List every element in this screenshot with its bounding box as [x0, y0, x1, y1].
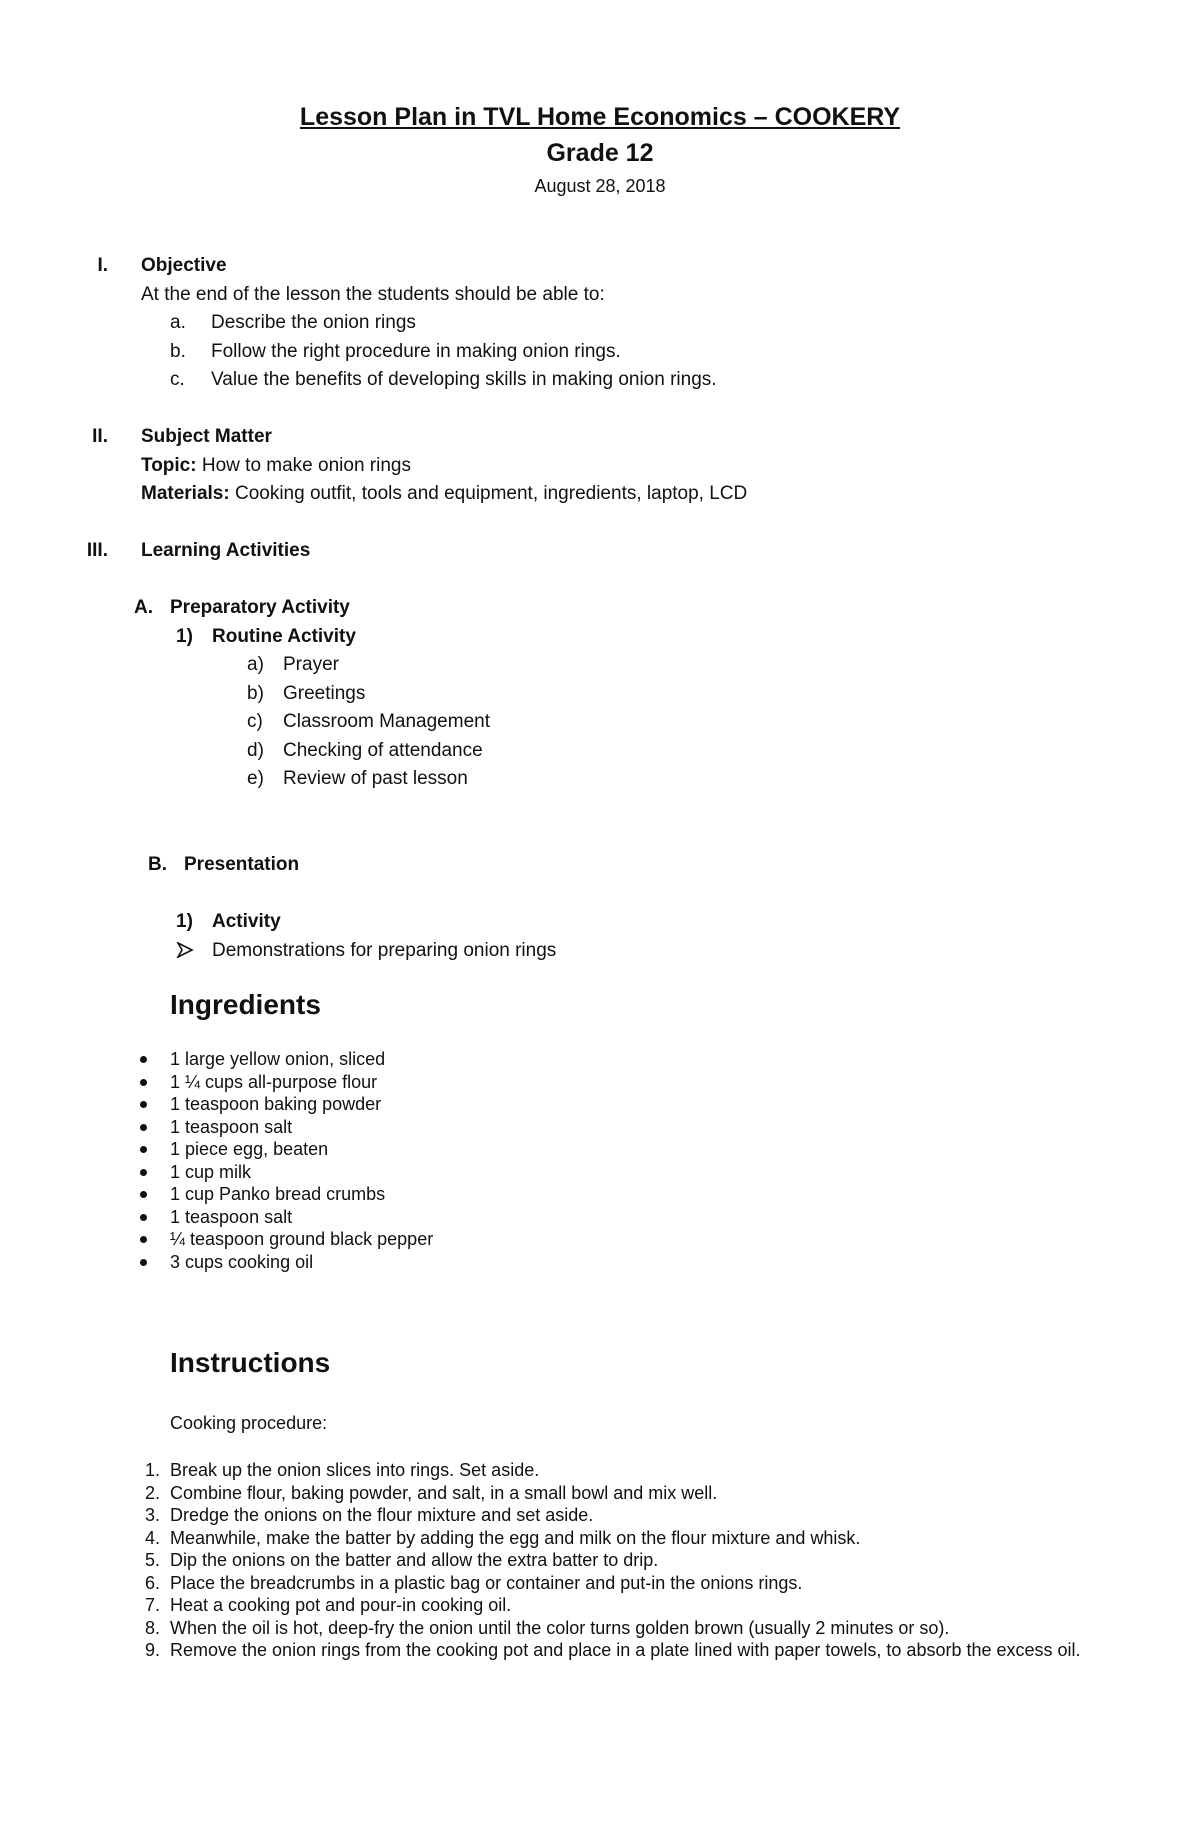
routine-marker-d: d) [247, 740, 264, 761]
materials-value: Cooking outfit, tools and equipment, ingredients, laptop, LCD [229, 483, 748, 504]
demonstration-item: Demonstrations for preparing onion rings [212, 940, 557, 961]
list-item: 1. Break up the onion slices into rings. Set aside. [170, 1459, 1090, 1482]
routine-marker-c: c) [247, 711, 263, 732]
procedure-subheading: Cooking procedure: [170, 1413, 328, 1433]
step-number: 8. [144, 1617, 160, 1638]
list-item: 9. Remove the onion rings from the cooking pot and place in a plate lined with paper towels, to absorb the excess oil. [170, 1639, 1090, 1662]
list-item: 1 cup milk [170, 1161, 433, 1184]
step-number: 3. [144, 1505, 160, 1525]
document-header [0, 100, 1200, 200]
list-item: 2. Combine flour, baking powder, and salt, in a small bowl and mix well. [170, 1482, 1090, 1505]
list-item: 6. Place the breadcrumbs in a plastic bag or container and put-in the onions rings. [170, 1572, 1090, 1595]
list-item: 3. Dredge the onions on the flour mixture and set aside. [170, 1504, 1090, 1527]
routine-item-prayer: Prayer [283, 654, 339, 675]
step-number: 9. [144, 1640, 160, 1660]
bullet-icon [140, 1056, 147, 1063]
step-number: 5. [144, 1550, 160, 1570]
step-number: 6. [144, 1572, 160, 1593]
grade-level: Grade 12 [546, 139, 654, 167]
ingredients-list [170, 1048, 433, 1273]
bullet-icon [140, 1124, 147, 1131]
section-3-numeral: III. [86, 540, 108, 561]
section-3-heading: Learning Activities [141, 540, 311, 561]
list-item: 1 teaspoon salt [170, 1116, 433, 1139]
arrow-bullet-icon [176, 942, 194, 958]
bullet-icon [140, 1214, 147, 1221]
bullet-icon [140, 1146, 147, 1153]
part-b-heading: Presentation [184, 854, 300, 875]
arrow-bullet [176, 937, 194, 966]
objective-item-c: Value the benefits of developing skills in making onion rings. [211, 369, 717, 390]
step-number: 1. [144, 1460, 160, 1480]
topic-label: Topic: [141, 455, 197, 476]
objective-marker-b: b. [170, 341, 186, 362]
routine-item-greetings: Greetings [283, 683, 366, 704]
objective-item-b: Follow the right procedure in making onion rings. [211, 341, 621, 362]
step-number: 2. [144, 1482, 160, 1503]
topic-line [141, 452, 411, 481]
objective-intro: At the end of the lesson the students should be able to: [141, 284, 605, 305]
materials-label: Materials: [141, 483, 230, 504]
bullet-icon [140, 1079, 147, 1086]
list-item: 1 cup Panko bread crumbs [170, 1183, 433, 1206]
routine-item-attendance: Checking of attendance [283, 740, 483, 761]
bullet-icon [140, 1191, 147, 1198]
activity-marker: 1) [176, 911, 193, 932]
materials-line [141, 480, 747, 509]
list-item: 1 piece egg, beaten [170, 1138, 433, 1161]
routine-marker-b: b) [247, 683, 264, 704]
part-a-marker: A. [134, 597, 153, 618]
activity-heading: Activity [212, 911, 281, 932]
document-title: Lesson Plan in TVL Home Economics – COOKERY [299, 103, 901, 131]
list-item: 8. When the oil is hot, deep-fry the onion until the color turns golden brown (usually 2 minutes or so). [170, 1617, 1090, 1640]
section-2-heading: Subject Matter [141, 426, 272, 447]
bullet-icon [140, 1236, 147, 1243]
bullet-icon [140, 1169, 147, 1176]
list-item: 7. Heat a cooking pot and pour-in cooking oil. [170, 1594, 1090, 1617]
part-b-marker: B. [148, 854, 167, 875]
objective-item-a: Describe the onion rings [211, 312, 416, 333]
routine-marker-e: e) [247, 768, 264, 789]
routine-item-review: Review of past lesson [283, 768, 468, 789]
list-item: 3 cups cooking oil [170, 1251, 433, 1274]
list-item: 1 large yellow onion, sliced [170, 1048, 433, 1071]
list-item: 1 ¼ cups all-purpose flour [170, 1071, 433, 1094]
routine-item-classroom: Classroom Management [283, 711, 490, 732]
bullet-icon [140, 1101, 147, 1108]
section-1-numeral: I. [97, 255, 108, 276]
ingredients-heading: Ingredients [170, 989, 321, 1020]
list-item: 1 teaspoon salt [170, 1206, 433, 1229]
section-1-heading: Objective [141, 255, 227, 276]
list-item: 4. Meanwhile, make the batter by adding the egg and milk on the flour mixture and whisk. [170, 1527, 1090, 1550]
routine-marker: 1) [176, 626, 193, 647]
list-item: 5. Dip the onions on the batter and allow the extra batter to drip. [170, 1549, 1090, 1572]
list-item: ¼ teaspoon ground black pepper [170, 1228, 433, 1251]
routine-heading: Routine Activity [212, 626, 356, 647]
topic-value: How to make onion rings [196, 455, 411, 476]
instructions-list [144, 1459, 1090, 1662]
part-a-heading: Preparatory Activity [170, 597, 350, 618]
step-number: 7. [144, 1595, 160, 1615]
lesson-date: August 28, 2018 [534, 176, 666, 196]
section-2-numeral: II. [92, 426, 108, 447]
list-item: 1 teaspoon baking powder [170, 1093, 433, 1116]
step-number: 4. [144, 1527, 160, 1548]
instructions-heading: Instructions [170, 1347, 331, 1378]
routine-marker-a: a) [247, 654, 264, 675]
bullet-icon [140, 1259, 147, 1266]
objective-marker-a: a. [170, 312, 186, 333]
objective-marker-c: c. [170, 369, 185, 390]
